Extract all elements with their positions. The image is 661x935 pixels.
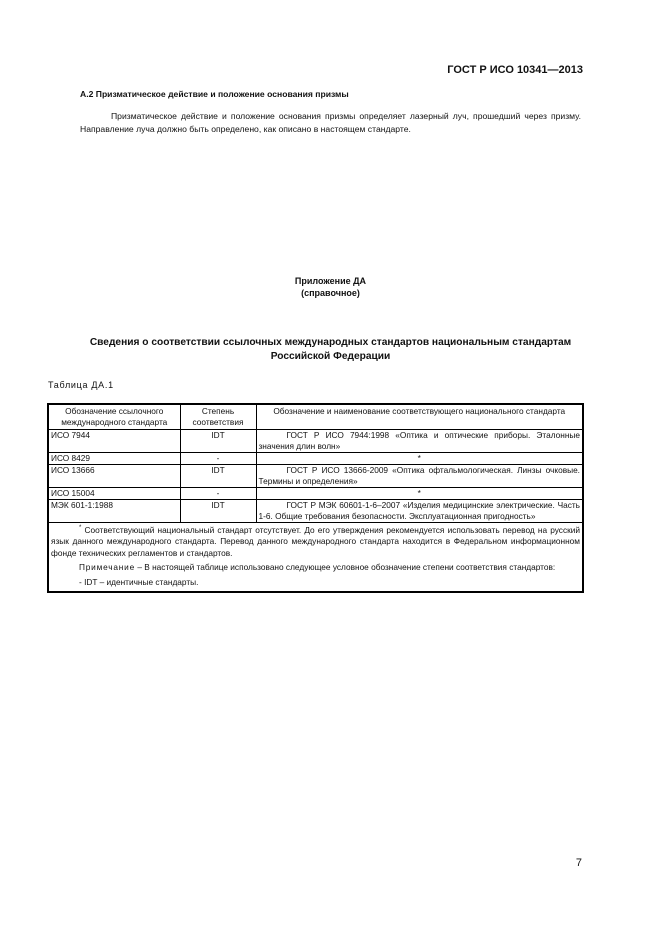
footnote: [51, 523, 580, 559]
table-row: [48, 500, 583, 523]
cell-ref: ИСО 13666: [48, 465, 180, 488]
cell-degree: -: [180, 453, 256, 465]
cell-ref: ИСО 8429: [48, 453, 180, 465]
appendix-title: Приложение ДА: [294, 276, 367, 286]
standards-table: [47, 403, 584, 593]
note-text: – В настоящей таблице использовано следующее условное обозначение степени соответствия стандартов:: [137, 562, 556, 573]
cell-national-text: ГОСТ Р ИСО 13666-2009 «Оптика офтальмологическая. Линзы очковые. Термины и определения»: [258, 465, 580, 486]
header-national-standard: Обозначение и наименование соответствующего национального стандарта: [256, 404, 583, 430]
cell-national: [256, 465, 583, 488]
table-footnote-cell: [48, 523, 583, 593]
table-row: [48, 488, 583, 500]
cell-degree: -: [180, 488, 256, 500]
note: [51, 562, 580, 574]
appendix-heading: [40, 336, 621, 363]
table-row: [48, 430, 583, 453]
section-title: А.2 Призматическое действие и положение основания призмы: [80, 89, 349, 99]
appendix-heading-line1: Сведения о соответствии ссылочных международных стандартов национальным стандартам: [89, 337, 572, 348]
table-header-row: [48, 404, 583, 430]
section-paragraph-text: Призматическое действие и положение основания призмы определяет лазерный луч, прошедший через призму. Направление луча должно быть определено, как описано в настоящем стандарте.: [80, 111, 581, 135]
cell-ref: ИСО 15004: [48, 488, 180, 500]
note-item-text: - IDT – идентичные стандарты.: [79, 576, 199, 587]
cell-national: [256, 430, 583, 453]
cell-degree: IDT: [180, 500, 256, 523]
cell-ref: МЭК 601-1:1988: [48, 500, 180, 523]
footnote-mark: *: [79, 525, 82, 531]
footnote-text: Соответствующий национальный стандарт отсутствует. До его утверждения рекомендуется использовать перевод на русский язык данного международного стандарта. Перевод данного международного стандарта находится в Федеральном информационном фонде технических регламентов и стандартов.: [51, 524, 580, 558]
section-paragraph: [80, 110, 581, 136]
table-row: [48, 465, 583, 488]
cell-national-text: ГОСТ Р ИСО 7944:1998 «Оптика и оптические приборы. Эталонные значения длин волн»: [258, 430, 580, 451]
note-item: [51, 577, 580, 589]
note-label: Примечание: [79, 562, 136, 573]
page-number: 7: [575, 857, 582, 869]
appendix-heading-line2: Российской Федерации: [270, 350, 391, 362]
cell-national-text: ГОСТ Р МЭК 60601-1-6–2007 «Изделия медицинские электрические. Часть 1-6. Общие требования безопасности. Эксплуатационная пригодность»: [258, 500, 580, 521]
table-label: Таблица ДА.1: [48, 380, 114, 390]
cell-degree: IDT: [180, 430, 256, 453]
appendix-subtitle: (справочное): [301, 288, 360, 298]
header-degree: Степень соответствия: [180, 404, 256, 430]
cell-national: *: [256, 488, 583, 500]
document-header: ГОСТ Р ИСО 10341—2013: [447, 64, 583, 76]
cell-ref: ИСО 7944: [48, 430, 180, 453]
cell-degree: IDT: [180, 465, 256, 488]
table-footnote-row: [48, 523, 583, 593]
cell-national: [256, 500, 583, 523]
cell-national: *: [256, 453, 583, 465]
table-row: [48, 453, 583, 465]
header-ref-standard: Обозначение ссылочного международного стандарта: [48, 404, 180, 430]
